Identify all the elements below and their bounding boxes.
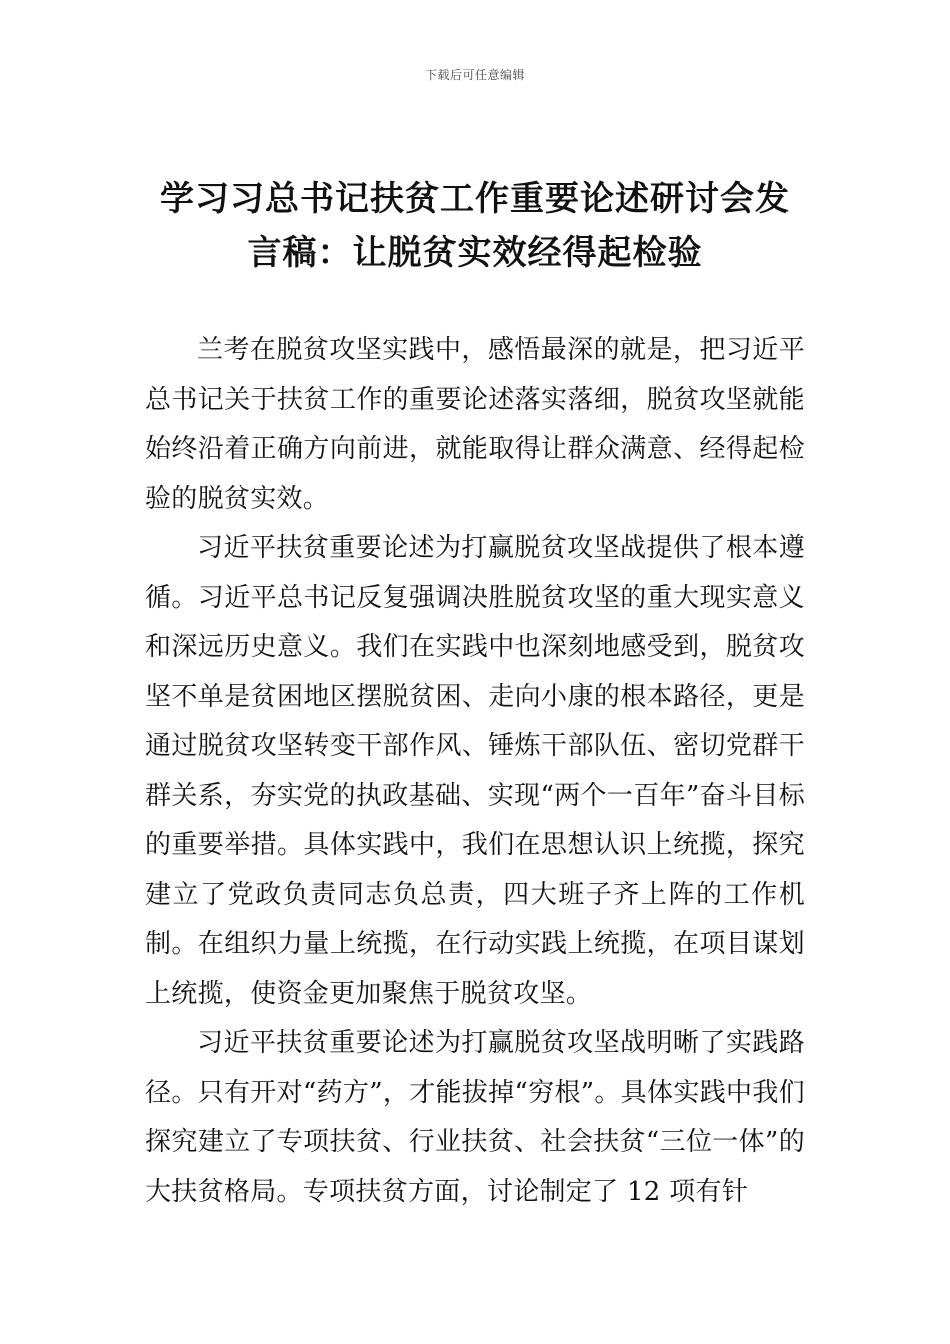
- document-title: 学习习总书记扶贫工作重要论述研讨会发言稿：让脱贫实效经得起检验: [160, 179, 790, 273]
- paragraph-1: 兰考在脱贫攻坚实践中，感悟最深的就是，把习近平总书记关于扶贫工作的重要论述落实落细，脱贫攻坚就能始终沿着正确方向前进，就能取得让群众满意、经得起检验的脱贫实效。: [145, 335, 805, 514]
- paragraph-2: 习近平扶贫重要论述为打赢脱贫攻坚战提供了根本遵循。习近平总书记反复强调决胜脱贫攻坚的重大现实意义和深远历史意义。我们在实践中也深刻地感受到，脱贫攻坚不单是贫困地区摆脱贫困、走向小康的根本路径，更是通过脱贫攻坚转变干部作风、锤炼干部队伍、密切党群干群关系，夯实党的执政基础、实现“两个一百年”奋斗目标的重要举措。具体实践中，我们在思想认识上统揽，探究建立了党政负责同志负总责，四大班子齐上阵的工作机制。在组织力量上统揽，在行动实践上统揽，在项目谋划上统揽，使资金更加聚焦于脱贫攻坚。: [145, 533, 805, 1009]
- paragraph-3: 习近平扶贫重要论述为打赢脱贫攻坚战明晰了实践路径。只有开对“药方”，才能拔掉“穷根”。具体实践中我们探究建立了专项扶贫、行业扶贫、社会扶贫“三位一体”的大扶贫格局。专项扶贫方面，讨论制定了 12 项有针: [145, 1028, 805, 1207]
- document-body: [145, 326, 805, 1217]
- header-note: 下载后可任意编辑: [424, 68, 525, 82]
